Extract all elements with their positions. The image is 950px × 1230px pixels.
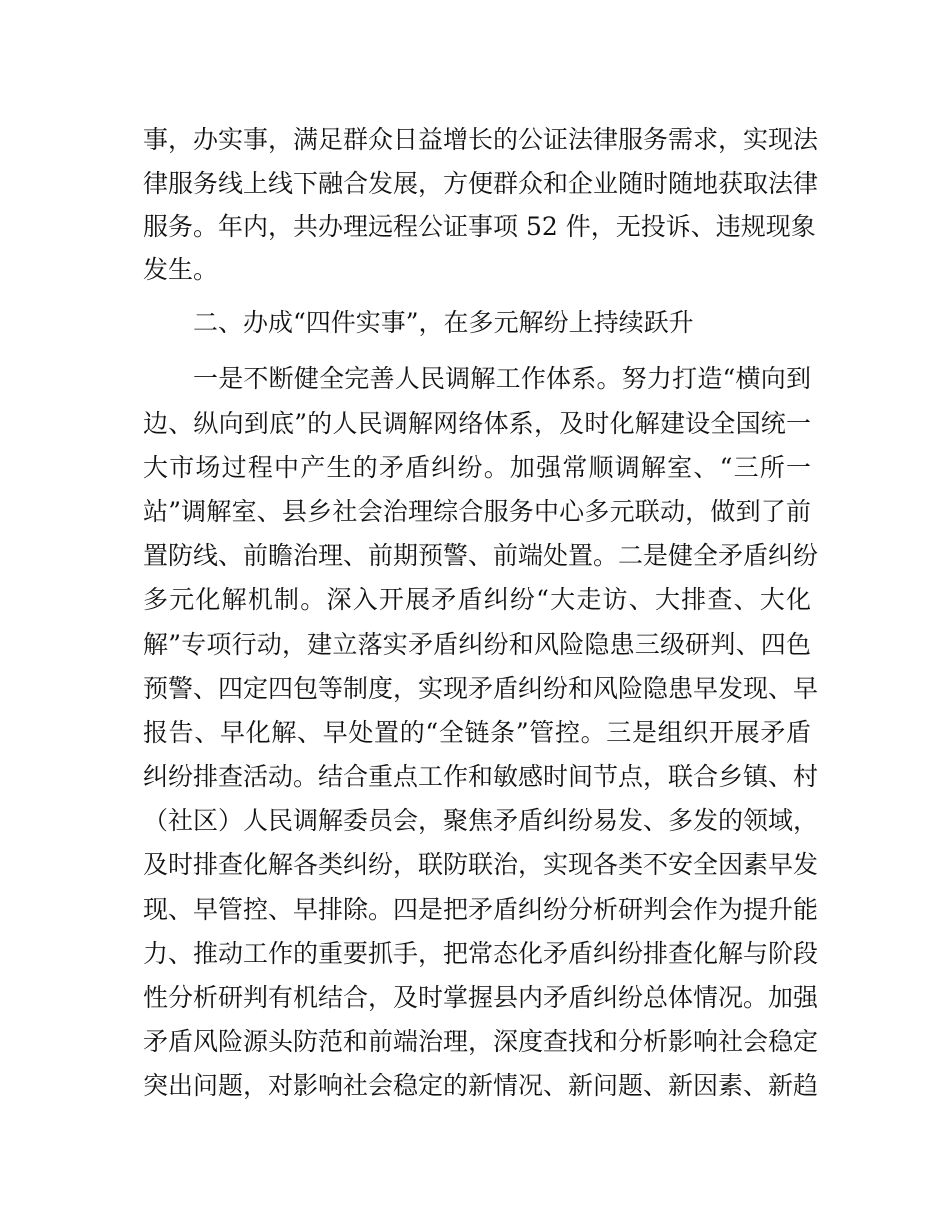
text-line: 纠纷排查活动。结合重点工作和敏感时间节点，联合乡镇、村 <box>143 762 819 791</box>
text-line: 大市场过程中产生的矛盾纠纷。加强常顺调解室、“三所一 <box>143 453 811 482</box>
text-line: 置防线、前瞻治理、前期预警、前端处置。二是健全矛盾纠纷 <box>143 541 819 570</box>
text-line: 事，办实事，满足群众日益增长的公证法律服务需求，实现法 <box>143 125 819 154</box>
text-line: 边、纵向到底”的人民调解网络体系，及时化解建设全国统一 <box>143 409 811 438</box>
text-line: 律服务线上线下融合发展，方便群众和企业随时随地获取法律 <box>143 169 819 198</box>
text-line: 预警、四定四包等制度，实现矛盾纠纷和风险隐患早发现、早 <box>143 674 819 703</box>
text-line: 一是不断健全完善人民调解工作体系。努力打造“横向到 <box>193 364 811 393</box>
text-line: 突出问题，对影响社会稳定的新情况、新问题、新因素、新趋 <box>143 1071 819 1100</box>
section-heading: 二、办成“四件实事”，在多元解纷上持续跃升 <box>193 308 694 337</box>
text-line: 多元化解机制。深入开展矛盾纠纷“大走访、大排查、大化 <box>143 585 811 614</box>
text-line: 现、早管控、早排除。四是把矛盾纠纷分析研判会作为提升能 <box>143 895 819 924</box>
text-line: 站”调解室、县乡社会治理综合服务中心多元联动，做到了前 <box>143 497 811 526</box>
text-line: （社区）人民调解委员会，聚焦矛盾纠纷易发、多发的领域， <box>143 806 819 835</box>
text-line: 矛盾风险源头防范和前端治理，深度查找和分析影响社会稳定 <box>143 1027 819 1056</box>
text-line: 性分析研判有机结合，及时掌握县内矛盾纠纷总体情况。加强 <box>143 983 819 1012</box>
text-line: 及时排查化解各类纠纷，联防联治，实现各类不安全因素早发 <box>143 850 819 879</box>
text-line: 解”专项行动，建立落实矛盾纠纷和风险隐患三级研判、四色 <box>143 630 811 659</box>
text-line: 力、推动工作的重要抓手，把常态化矛盾纠纷排查化解与阶段 <box>143 939 819 968</box>
text-line: 服务。年内，共办理远程公证事项 52 件，无投诉、违规现象 <box>143 212 816 241</box>
text-line: 报告、早化解、早处置的“全链条”管控。三是组织开展矛盾 <box>143 718 811 747</box>
text-line: 发生。 <box>143 255 219 284</box>
